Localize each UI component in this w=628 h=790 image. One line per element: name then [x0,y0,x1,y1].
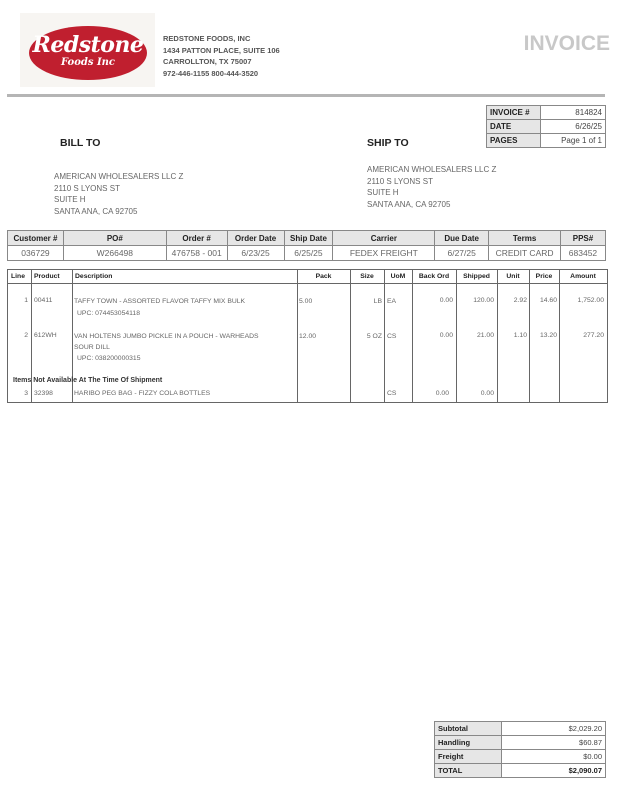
row2-uom: CS [387,333,397,340]
not-available-heading: Items Not Available At The Time Of Shipment [13,377,163,384]
ship-to-line: SUITE H [367,188,399,197]
total-row [435,764,606,778]
company-address1: 1434 PATTON PLACE, SUITE 106 [163,45,280,55]
meta-label: INVOICE # [487,106,541,120]
due-date: 6/27/25 [435,246,489,261]
column-divider [384,270,385,402]
col-header-uom: UoM [390,273,406,280]
invoice-number: 814824 [541,106,606,120]
handling-label: Handling [435,736,502,750]
row2-amount: 277.20 [583,332,604,339]
row2-description-cont: SOUR DILL [74,344,110,351]
logo-main-text: Redstone [32,32,144,58]
row2-size: 5 OZ [366,333,382,340]
col-header-amount: Amount [570,273,596,280]
row2-upc: UPC: 038200000315 [77,355,141,362]
row2-pack: 12.00 [299,333,317,340]
carrier: FEDEX FREIGHT [333,246,435,261]
row2-back-ord: 0.00 [439,332,453,339]
header-customer: Customer # [8,231,64,246]
ship-to-address [367,164,496,210]
row2-unit: 1.10 [513,332,527,339]
meta-row-pages [487,134,606,148]
row1-back-ord: 0.00 [439,297,453,304]
col-header-unit: Unit [506,273,520,280]
company-name: REDSTONE FOODS, INC [163,34,251,43]
freight-row [435,750,606,764]
header-divider-line [8,283,607,284]
ship-to-line: 2110 S LYONS ST [367,176,433,186]
company-phones: 972-446-1155 800-444-3520 [163,68,259,78]
col-header-back-ord: Back Ord [418,273,450,280]
header-due-date: Due Date [435,231,489,246]
meta-row-invoice [487,106,606,120]
subtotal-label: Subtotal [435,722,502,736]
order-info-header-row [8,231,606,246]
col-header-pack: Pack [315,273,332,280]
col-header-price: Price [535,273,553,280]
row1-unit: 2.92 [513,297,527,304]
customer-number: 036729 [8,246,64,261]
freight-value: $0.00 [502,750,606,764]
total-label: TOTAL [435,764,502,778]
row3-line: 3 [24,390,28,397]
po-number: W266498 [63,246,166,261]
header-pps: PPS# [560,231,605,246]
row1-line: 1 [24,297,28,304]
handling-row [435,736,606,750]
row1-pack: 5.00 [299,298,313,305]
row2-shipped: 21.00 [476,332,494,339]
col-header-description: Description [75,273,113,280]
pps-number: 683452 [560,246,605,261]
ship-date: 6/25/25 [284,246,333,261]
bill-to-heading: BILL TO [60,137,101,149]
row3-back-ord: 0.00 [435,390,449,397]
row1-description: TAFFY TOWN - ASSORTED FLAVOR TAFFY MIX BULK [74,298,246,305]
row2-price: 13.20 [539,332,557,339]
order-number: 476758 - 001 [166,246,227,261]
meta-row-date [487,120,606,134]
row1-uom: EA [387,298,397,305]
total-value: $2,090.07 [502,764,606,778]
row1-price: 14.60 [539,297,557,304]
invoice-meta-table [486,105,606,148]
freight-label: Freight [435,750,502,764]
ship-to-heading: SHIP TO [367,137,409,149]
ship-to-line: AMERICAN WHOLESALERS LLC Z [367,165,497,174]
header-divider [7,94,605,97]
invoice-date: 6/26/25 [541,120,606,134]
row1-product: 00411 [34,297,53,304]
bill-to-line: 2110 S LYONS ST [54,183,120,193]
invoice-title: INVOICE [523,32,610,55]
line-items-table [7,269,608,403]
header-carrier: Carrier [333,231,435,246]
subtotal-row [435,722,606,736]
subtotal-value: $2,029.20 [502,722,606,736]
header-order-date: Order Date [227,231,284,246]
row1-upc: UPC: 074453054118 [77,310,140,317]
row2-description: VAN HOLTENS JUMBO PICKLE IN A POUCH - WARHEADS [74,333,259,340]
logo-sub-text: Foods Inc [60,57,116,68]
row1-shipped: 120.00 [473,297,494,304]
company-address2: CARROLLTON, TX 75007 [163,57,252,66]
order-date: 6/23/25 [227,246,284,261]
company-logo [20,13,155,87]
col-header-line: Line [11,273,25,280]
bill-to-line: SANTA ANA, CA 92705 [54,206,138,216]
column-divider [297,270,298,402]
handling-value: $60.87 [502,736,606,750]
meta-label: DATE [487,120,541,134]
totals-table [434,721,606,778]
row3-shipped: 0.00 [480,390,494,397]
header-order: Order # [166,231,227,246]
bill-to-address [54,171,183,217]
terms: CREDIT CARD [489,246,561,261]
company-info [163,33,280,79]
row2-line: 2 [24,332,28,339]
bill-to-line: AMERICAN WHOLESALERS LLC Z [54,172,184,181]
bill-to-line: SUITE H [54,195,86,204]
col-header-product: Product [34,273,60,280]
col-header-size: Size [360,273,374,280]
order-info-value-row [8,246,606,261]
meta-label: PAGES [487,134,541,148]
order-info-table [7,230,606,261]
row2-product: 612WH [34,332,57,339]
col-header-shipped: Shipped [463,273,490,280]
row1-amount: 1,752.00 [577,297,604,304]
ship-to-line: SANTA ANA, CA 92705 [367,199,451,209]
page-count: Page 1 of 1 [541,134,606,148]
row3-description: HARIBO PEG BAG - FIZZY COLA BOTTLES [74,390,211,397]
row3-uom: CS [387,390,397,397]
header-terms: Terms [489,231,561,246]
logo-oval [29,26,147,80]
row1-size: LB [373,298,382,305]
header-po: PO# [63,231,166,246]
header-ship-date: Ship Date [284,231,333,246]
row3-product: 32398 [34,390,53,397]
